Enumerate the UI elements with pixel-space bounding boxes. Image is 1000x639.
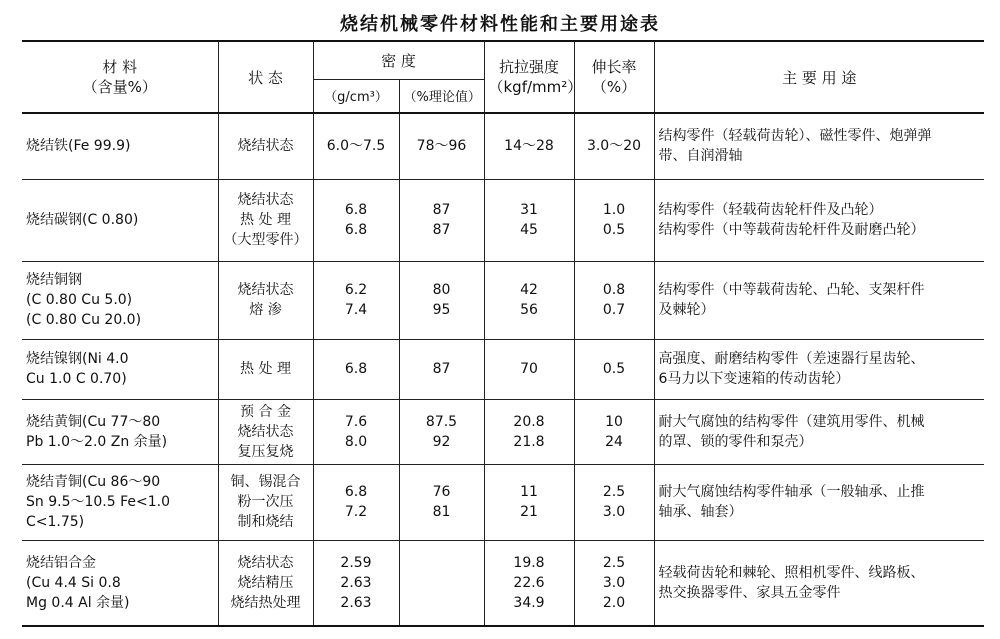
table-row: [22, 464, 984, 540]
cell-density-pct-line: 78～96: [416, 138, 467, 155]
table-title: 烧结机械零件材料性能和主要用途表: [340, 14, 660, 35]
cell-state-line: 烧结状态: [237, 282, 294, 298]
cell-density-line: 2.63: [340, 594, 372, 611]
cell-elongation-line: 3.0～20: [586, 138, 642, 155]
cell-state-line: 烧结精压: [237, 574, 294, 591]
cell-density: [313, 464, 399, 540]
cell-density-line: 8.0: [344, 433, 368, 450]
cell-density-pct: [399, 339, 484, 399]
cell-use: [654, 339, 984, 399]
cell-elongation-line: 10: [605, 413, 623, 430]
table-row: [22, 339, 984, 399]
cell-elongation: [574, 339, 654, 399]
header-elongation-line: （%）: [591, 78, 637, 96]
cell-use: [654, 179, 984, 261]
cell-state-line: 烧结状态: [237, 554, 294, 571]
cell-density: [313, 339, 399, 399]
properties-table: [22, 40, 984, 627]
cell-use-line: 高强度、耐磨结构零件（差速器行星齿轮、: [658, 351, 925, 367]
table-row: [22, 261, 984, 339]
cell-tensile: [484, 179, 574, 261]
cell-use-line: 结构零件（中等载荷齿轮、凸轮、支架杆件: [658, 282, 925, 298]
cell-elongation: [574, 113, 654, 179]
cell-tensile-line: 56: [520, 302, 538, 318]
cell-use-line: 及棘轮）: [658, 302, 715, 318]
cell-material-line: 烧结碳钢(C 0.80): [26, 212, 139, 228]
cell-tensile-line: 19.8: [513, 554, 545, 571]
cell-state: [218, 339, 313, 399]
cell-density-line: 2.59: [340, 554, 372, 571]
cell-state: [218, 261, 313, 339]
cell-material-line: (C 0.80 Cu 5.0): [26, 292, 133, 308]
table-body: [22, 113, 984, 626]
cell-material-line: C<1.75): [26, 514, 85, 530]
cell-density-pct-line: 87.5: [425, 413, 458, 430]
cell-tensile-line: 14～28: [504, 138, 554, 155]
cell-use-line: 耐大气腐蚀结构零件轴承（一般轴承、止推: [658, 484, 925, 500]
cell-state-line: 烧结状态: [237, 423, 294, 440]
cell-state-line: 复压复烧: [237, 443, 294, 460]
table-row: [22, 399, 984, 464]
cell-use-line: 6马力以下变速箱的传动齿轮）: [658, 371, 850, 387]
cell-state: [218, 179, 313, 261]
table-row: [22, 113, 984, 179]
cell-density: [313, 399, 399, 464]
cell-elongation-line: 0.7: [602, 302, 626, 318]
cell-density-pct: [399, 464, 484, 540]
cell-material-line: 烧结黄铜(Cu 77～80: [26, 413, 161, 430]
cell-density: [313, 540, 399, 626]
cell-state-line: 烧结状态: [237, 192, 294, 208]
cell-state-line: 热 处 理: [240, 212, 291, 228]
header-density-pct: （%理论值）: [399, 79, 484, 113]
cell-use: [654, 540, 984, 626]
cell-tensile-line: 21.8: [513, 433, 545, 450]
cell-density-line: 6.8: [344, 202, 368, 218]
cell-density-line: 6.2: [344, 282, 368, 298]
cell-elongation-line: 24: [605, 433, 623, 450]
cell-density-pct-line: 87: [432, 361, 451, 377]
cell-density-line: 7.2: [344, 504, 368, 520]
cell-elongation: [574, 261, 654, 339]
cell-density-line: 6.0～7.5: [326, 138, 386, 155]
cell-state-line: 熔 渗: [249, 302, 282, 318]
cell-tensile: [484, 113, 574, 179]
cell-material-line: (C 0.80 Cu 20.0): [26, 312, 142, 328]
cell-state-line: 铜、锡混合: [230, 474, 301, 490]
cell-tensile-line: 34.9: [513, 594, 545, 611]
cell-tensile-line: 20.8: [513, 413, 545, 430]
cell-elongation-line: 0.5: [602, 222, 626, 238]
cell-tensile-line: 70: [520, 361, 538, 377]
header-material: [22, 41, 218, 113]
cell-density: [313, 261, 399, 339]
cell-elongation-line: 3.0: [602, 504, 626, 520]
cell-material: [22, 464, 218, 540]
cell-elongation: [574, 540, 654, 626]
cell-elongation: [574, 464, 654, 540]
cell-density-pct: [399, 179, 484, 261]
cell-density-line: 2.63: [340, 574, 372, 591]
cell-density-pct-line: 80: [432, 282, 451, 298]
cell-material-line: Sn 9.5～10.5 Fe<1.0: [26, 494, 170, 510]
cell-state: [218, 464, 313, 540]
cell-material: [22, 399, 218, 464]
cell-use-line: 热交换器零件、家具五金零件: [658, 584, 841, 601]
cell-state: [218, 540, 313, 626]
cell-material-line: 烧结铜钢: [26, 272, 82, 288]
cell-use-line: 的罩、锁的零件和泵壳）: [658, 433, 813, 450]
cell-material: [22, 113, 218, 179]
cell-density-pct-line: 95: [432, 302, 451, 318]
cell-density-line: 6.8: [344, 484, 368, 500]
header-elongation-line: 伸长率: [591, 58, 637, 76]
cell-material-line: 烧结镍钢(Ni 4.0: [26, 351, 129, 367]
cell-use: [654, 464, 984, 540]
cell-state-line: 预 合 金: [240, 403, 291, 420]
cell-density: [313, 113, 399, 179]
cell-state-line: 烧结状态: [237, 138, 294, 155]
cell-state-line: （大型零件）: [223, 232, 308, 248]
cell-density-pct-line: 81: [432, 504, 451, 520]
cell-density-pct: [399, 540, 484, 626]
cell-tensile-line: 21: [520, 504, 538, 520]
table-row: [22, 179, 984, 261]
header-tensile-line: 抗拉强度: [498, 58, 559, 76]
header-elongation: [574, 41, 654, 113]
cell-material: [22, 540, 218, 626]
cell-use-line: 耐大气腐蚀的结构零件（建筑用零件、机械: [658, 413, 925, 430]
header-density: 密 度: [313, 41, 484, 79]
cell-density-pct-line: 87: [432, 202, 451, 218]
cell-state-line: 热 处 理: [240, 361, 291, 377]
cell-elongation-line: 3.0: [602, 574, 626, 591]
cell-density: [313, 179, 399, 261]
cell-use-line: 结构零件（轻载荷齿轮）、磁性零件、炮弹弹: [658, 128, 932, 145]
cell-use-line: 结构零件（轻载荷齿轮杆件及凸轮）: [658, 202, 883, 218]
cell-elongation-line: 2.0: [602, 594, 626, 611]
cell-elongation-line: 2.5: [602, 484, 626, 500]
cell-density-pct-line: 76: [432, 484, 451, 500]
cell-elongation-line: 2.5: [602, 554, 626, 571]
cell-density-line: 6.8: [344, 361, 368, 377]
cell-density-pct: [399, 399, 484, 464]
header-use: 主 要 用 途: [654, 41, 984, 113]
cell-material-line: Pb 1.0～2.0 Zn 余量): [26, 433, 168, 450]
cell-elongation-line: 0.5: [602, 361, 626, 377]
cell-density-line: 6.8: [344, 222, 368, 238]
cell-use: [654, 261, 984, 339]
cell-density-line: 7.4: [344, 302, 368, 318]
cell-density-pct-line: 87: [432, 222, 451, 238]
cell-use: [654, 399, 984, 464]
cell-elongation-line: 1.0: [602, 202, 626, 218]
cell-state-line: 粉一次压: [237, 494, 294, 510]
cell-use-line: 带、自润滑轴: [658, 148, 743, 165]
cell-tensile-line: 22.6: [513, 574, 545, 591]
cell-material-line: Mg 0.4 Al 余量): [26, 594, 130, 611]
cell-density-pct: [399, 113, 484, 179]
header-tensile: [484, 41, 583, 113]
cell-state-line: 烧结热处理: [230, 594, 301, 611]
header-material-line: 材 料: [102, 58, 138, 76]
cell-material: [22, 261, 218, 339]
cell-use-line: 轻载荷齿轮和棘轮、照相机零件、线路板、: [658, 564, 925, 581]
header-tensile-line: （kgf/mm²）: [488, 78, 583, 96]
cell-state: [218, 399, 313, 464]
cell-elongation: [574, 179, 654, 261]
cell-state: [218, 113, 313, 179]
cell-state-line: 制和烧结: [237, 514, 294, 530]
header-state: 状 态: [218, 41, 313, 113]
cell-tensile: [484, 464, 574, 540]
cell-material-line: (Cu 4.4 Si 0.8: [26, 574, 121, 591]
cell-material-line: 烧结铝合金: [26, 554, 96, 571]
cell-tensile-line: 11: [520, 484, 538, 500]
cell-material-line: Cu 1.0 C 0.70): [26, 371, 127, 387]
cell-tensile: [484, 339, 574, 399]
cell-use: [654, 113, 984, 179]
cell-tensile-line: 42: [520, 282, 538, 298]
cell-tensile: [484, 540, 574, 626]
cell-tensile-line: 31: [520, 202, 538, 218]
cell-material-line: 烧结青铜(Cu 86～90: [26, 474, 161, 490]
cell-tensile: [484, 261, 574, 339]
cell-elongation-line: 0.8: [602, 282, 626, 298]
cell-density-pct-line: 92: [432, 433, 451, 450]
table-row: [22, 540, 984, 626]
cell-density-line: 7.6: [344, 413, 368, 430]
cell-density-pct: [399, 261, 484, 339]
cell-tensile-line: 45: [520, 222, 538, 238]
header-material-line: （含量%）: [82, 78, 157, 96]
cell-material-line: 烧结铁(Fe 99.9): [26, 138, 131, 155]
cell-elongation: [574, 399, 654, 464]
cell-material: [22, 179, 218, 261]
cell-tensile: [484, 399, 574, 464]
cell-use-line: 轴承、轴套）: [658, 504, 743, 520]
cell-material: [22, 339, 218, 399]
header-density-gcm3: （g/cm³）: [313, 79, 399, 113]
cell-use-line: 结构零件（中等载荷齿轮杆件及耐磨凸轮）: [658, 222, 925, 238]
